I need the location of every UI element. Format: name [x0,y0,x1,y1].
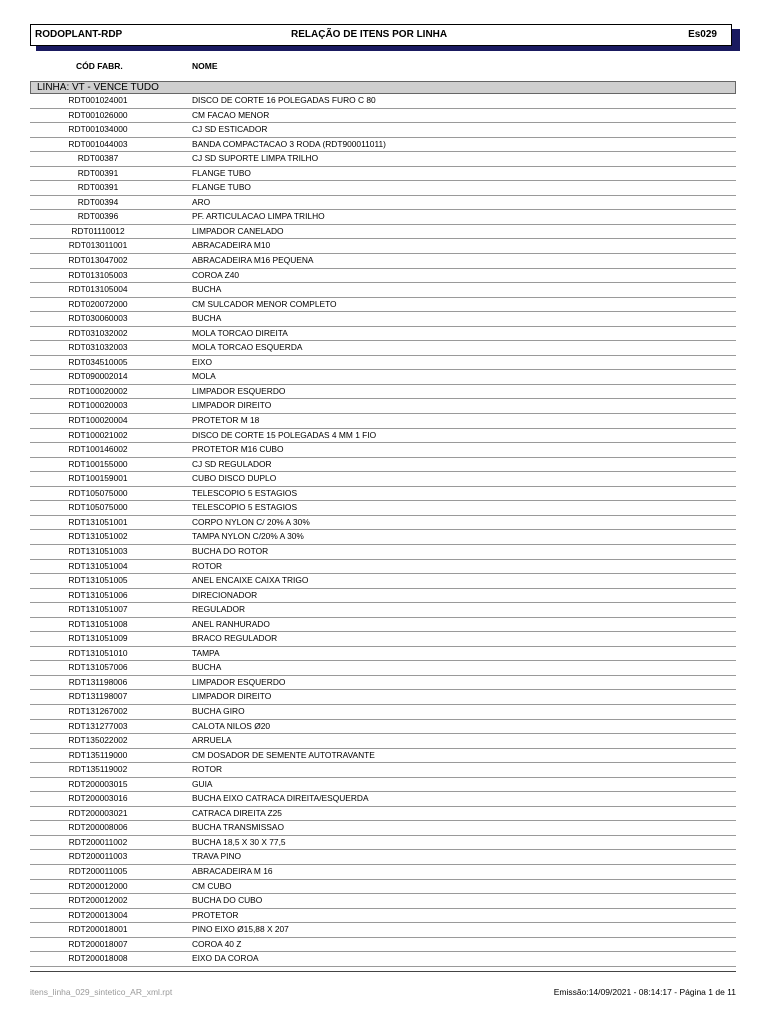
header-box [30,24,732,46]
table-row [30,749,736,764]
item-name: DIRECIONADOR [192,589,258,600]
item-name: ARRUELA [192,735,232,746]
line-group-label: LINHA: VT - VENCE TUDO [30,81,736,94]
item-name: PROTETOR M 18 [192,415,260,426]
item-code: RDT00396 [77,211,119,222]
table-row [30,254,736,269]
item-name: BUCHA [192,313,222,324]
table-row [30,283,736,298]
item-name: CM SULCADOR MENOR COMPLETO [192,298,337,309]
table-row [30,370,736,385]
item-code: RDT100021002 [68,429,128,440]
table-row [30,589,736,604]
item-name: TELESCOPIO 5 ESTAGIOS [192,502,298,513]
report-header [30,24,742,52]
item-code: RDT031032003 [68,342,128,353]
table-row [30,545,736,560]
item-name: CUBO DISCO DUPLO [192,473,277,484]
table-row [30,94,736,109]
table-row [30,865,736,880]
item-code: RDT001044003 [68,138,128,149]
report-code: Es029 [688,29,717,40]
item-code: RDT100020003 [68,400,128,411]
item-code: RDT135119002 [68,764,128,775]
item-code: RDT135022002 [68,735,128,746]
footer-emission-info: Emissão:14/09/2021 - 08:14:17 - Página 1 de 11 [553,987,736,997]
item-name: TAMPA NYLON C/20% A 30% [192,531,304,542]
item-name: TAMPA [192,647,220,658]
table-row [30,269,736,284]
item-code: RDT131057006 [68,662,128,673]
item-name: BUCHA TRANSMISSAO [192,822,284,833]
item-name: COROA Z40 [192,269,240,280]
table-row [30,327,736,342]
table-row [30,909,736,924]
table-row [30,676,736,691]
item-code: RDT200018007 [68,938,128,949]
table-row [30,647,736,662]
items-table [30,94,736,967]
item-name: TELESCOPIO 5 ESTAGIOS [192,487,298,498]
item-code: RDT013011001 [68,240,128,251]
item-code: RDT131051007 [68,604,128,615]
item-name: LIMPADOR DIREITO [192,691,272,702]
item-name: MOLA TORCAO DIREITA [192,327,288,338]
item-code: RDT131051003 [68,545,128,556]
table-row [30,690,736,705]
table-row [30,952,736,967]
item-name: ROTOR [192,764,223,775]
item-name: ANEL ENCAIXE CAIXA TRIGO [192,575,309,586]
item-name: BUCHA GIRO [192,705,245,716]
table-row [30,530,736,545]
item-code: RDT200012000 [68,880,128,891]
item-name: CM FACAO MENOR [192,109,270,120]
item-code: RDT131267002 [68,705,128,716]
item-code: RDT200008006 [68,822,128,833]
item-name: PROTETOR [192,909,239,920]
item-name: LIMPADOR CANELADO [192,225,284,236]
table-row [30,138,736,153]
item-name: CORPO NYLON C/ 20% A 30% [192,516,310,527]
table-row [30,225,736,240]
table-row [30,312,736,327]
item-code: RDT131051002 [68,531,128,542]
table-row [30,123,736,138]
item-name: BUCHA DO CUBO [192,895,263,906]
table-row [30,880,736,895]
table-row [30,560,736,575]
table-row [30,821,736,836]
item-code: RDT200011005 [68,865,128,876]
item-code: RDT100155000 [68,458,128,469]
company-name: RODOPLANT-RDP [35,29,123,40]
item-code: RDT030060003 [68,313,128,324]
item-code: RDT00391 [77,167,119,178]
table-row [30,938,736,953]
item-name: ROTOR [192,560,223,571]
table-row [30,109,736,124]
table-row [30,487,736,502]
table-row [30,734,736,749]
table-row [30,210,736,225]
table-row [30,458,736,473]
table-row [30,618,736,633]
item-name: DISCO DE CORTE 16 POLEGADAS FURO C 80 [192,95,376,105]
item-code: RDT200012002 [68,895,128,906]
item-code: RDT00394 [77,196,119,207]
item-name: FLANGE TUBO [192,167,251,178]
item-name: ANEL RANHURADO [192,618,270,629]
table-row [30,196,736,211]
item-code: RDT200003016 [68,793,128,804]
item-name: BUCHA DO ROTOR [192,545,269,556]
item-name: BUCHA [192,662,222,673]
item-code: RDT200018008 [68,953,128,964]
item-code: RDT131198006 [68,676,128,687]
item-name: BUCHA [192,284,222,295]
item-code: RDT131277003 [68,720,128,731]
item-name: CJ SD ESTICADOR [192,124,268,135]
item-code: RDT200011002 [68,836,128,847]
table-row [30,429,736,444]
item-name: MOLA [192,371,216,382]
table-row [30,705,736,720]
item-name: ABRACADEIRA M 16 [192,865,273,876]
item-code: RDT131051005 [68,575,128,586]
table-row [30,472,736,487]
item-name: LIMPADOR DIREITO [192,400,272,411]
table-row [30,792,736,807]
item-name: BUCHA 18,5 X 30 X 77,5 [192,836,286,847]
table-row [30,501,736,516]
item-name: COROA 40 Z [192,938,242,949]
item-code: RDT031032002 [68,327,128,338]
item-name: CM DOSADOR DE SEMENTE AUTOTRAVANTE [192,749,375,760]
item-code: RDT200018001 [68,924,128,935]
item-code: RDT100146002 [68,444,128,455]
item-code: RDT131051004 [68,560,128,571]
footer-file-name: itens_linha_029_sintetico_AR_xml.rpt [30,987,173,997]
table-row [30,414,736,429]
item-code: RDT105075000 [68,487,128,498]
item-code: RDT001034000 [68,124,128,135]
item-code: RDT100159001 [68,473,128,484]
table-row [30,763,736,778]
table-row [30,399,736,414]
item-code: RDT013105004 [68,284,128,295]
item-name: PINO EIXO Ø15,88 X 207 [192,924,289,935]
item-name: PF. ARTICULACAO LIMPA TRILHO [192,211,325,222]
table-row [30,923,736,938]
item-code: RDT013105003 [68,269,128,280]
table-row [30,850,736,865]
item-code: RDT200003015 [68,778,128,789]
footer-divider [30,971,736,972]
table-row [30,443,736,458]
item-name: CM CUBO [192,880,232,891]
item-code: RDT131051010 [68,647,128,658]
column-header-name: NOME [192,61,218,71]
item-code: RDT131051009 [68,633,128,644]
item-code: RDT001024001 [68,95,128,105]
item-code: RDT01110012 [71,225,125,236]
table-row [30,181,736,196]
table-row [30,152,736,167]
item-code: RDT131051001 [68,516,128,527]
table-row [30,661,736,676]
item-name: CJ SD REGULADOR [192,458,272,469]
table-row [30,720,736,735]
item-code: RDT131051008 [68,618,128,629]
table-row [30,356,736,371]
item-name: GUIA [192,778,213,789]
item-name: ABRACADEIRA M16 PEQUENA [192,255,314,266]
item-code: RDT105075000 [68,502,128,513]
report-title: RELAÇÃO DE ITENS POR LINHA [291,29,448,40]
item-name: REGULADOR [192,604,246,615]
item-name: MOLA TORCAO ESQUERDA [192,342,303,353]
item-code: RDT034510005 [68,356,128,367]
table-row [30,778,736,793]
item-code: RDT200011003 [68,851,128,862]
item-code: RDT131198007 [68,691,128,702]
item-code: RDT100020004 [68,415,128,426]
item-name: EIXO DA COROA [192,953,259,964]
item-name: TRAVA PINO [192,851,242,862]
item-name: BRACO REGULADOR [192,633,278,644]
column-header-code: CÓD FABR. [76,61,123,71]
item-code: RDT131051006 [68,589,128,600]
item-code: RDT013047002 [68,255,128,266]
item-code: RDT135119000 [68,749,128,760]
item-name: CATRACA DIREITA Z25 [192,807,282,818]
item-code: RDT100020002 [68,385,128,396]
table-row [30,603,736,618]
item-name: BUCHA EIXO CATRACA DIREITA/ESQUERDA [192,793,369,804]
item-code: RDT00391 [77,182,119,193]
item-code: RDT200003021 [68,807,128,818]
item-code: RDT001026000 [68,109,128,120]
table-row [30,298,736,313]
item-name: ARO [192,196,211,207]
item-name: PROTETOR M16 CUBO [192,444,284,455]
table-row [30,385,736,400]
item-name: FLANGE TUBO [192,182,251,193]
item-name: DISCO DE CORTE 15 POLEGADAS 4 MM 1 FIO [192,429,377,440]
table-row [30,167,736,182]
item-code: RDT00387 [77,153,119,164]
item-name: EIXO [192,356,213,367]
item-code: RDT090002014 [68,371,128,382]
item-name: CALOTA NILOS Ø20 [192,720,271,731]
item-name: LIMPADOR ESQUERDO [192,676,286,687]
item-name: ABRACADEIRA M10 [192,240,271,251]
table-row [30,516,736,531]
item-name: LIMPADOR ESQUERDO [192,385,286,396]
item-code: RDT200013004 [68,909,128,920]
table-row [30,894,736,909]
item-name: CJ SD SUPORTE LIMPA TRILHO [192,153,319,164]
item-name: BANDA COMPACTACAO 3 RODA (RDT900011011) [192,138,386,149]
item-code: RDT020072000 [68,298,128,309]
table-row [30,341,736,356]
table-row [30,632,736,647]
table-row [30,239,736,254]
table-row [30,836,736,851]
table-row [30,574,736,589]
table-row [30,807,736,822]
